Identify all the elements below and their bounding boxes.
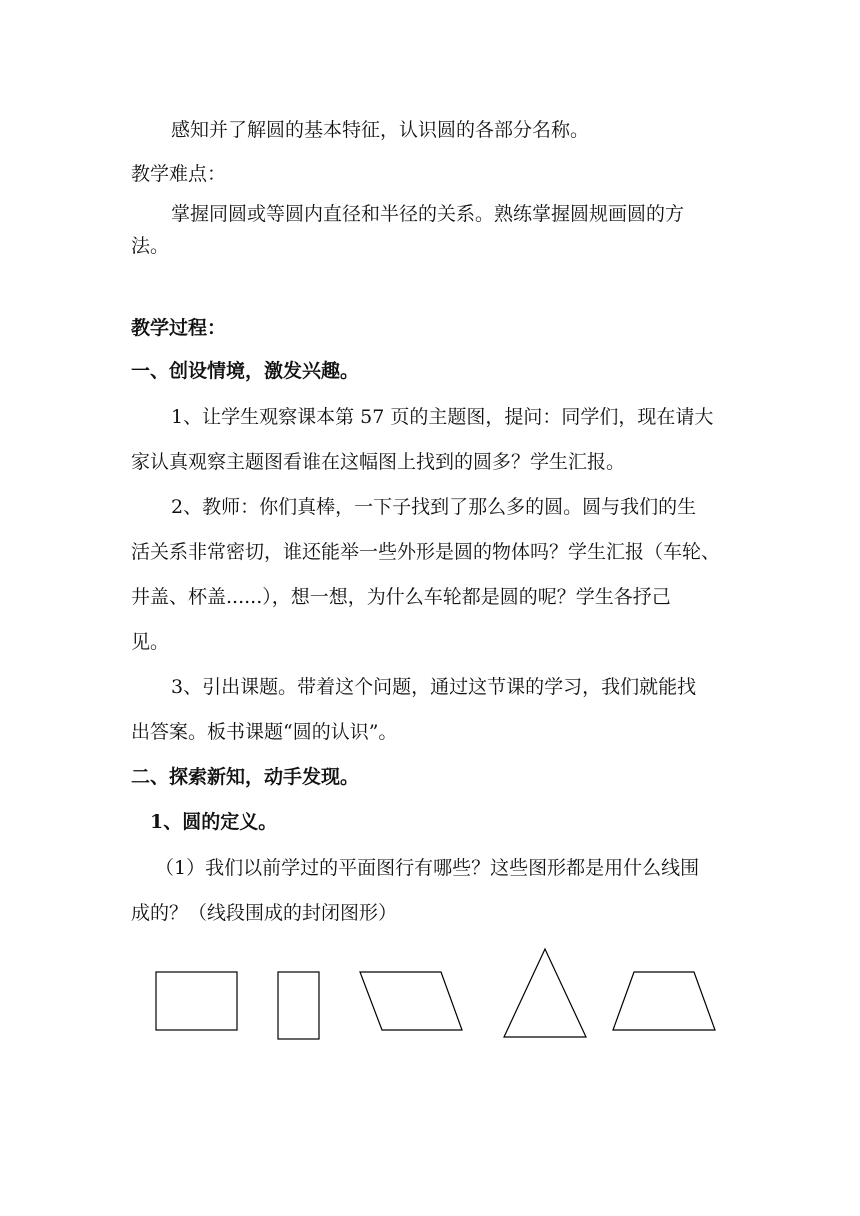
rectangle-shape bbox=[156, 972, 237, 1030]
text-line-7: 1、让学生观察课本第 57 页的主题图，提问：同学们，现在请大 bbox=[171, 406, 714, 428]
text-line-10: 活关系非常密切，谁还能举一些外形是圆的物体吗？学生汇报（车轮、 bbox=[131, 541, 721, 563]
text-line-14: 出答案。板书课题“圆的认识”。 bbox=[131, 721, 398, 743]
triangle-shape bbox=[504, 949, 586, 1037]
text-line-12: 见。 bbox=[131, 631, 170, 653]
text-line-11: 井盖、杯盖......），想一想，为什么车轮都是圆的呢？学生各抒己 bbox=[131, 586, 671, 608]
text-line-13: 3、引出课题。带着这个问题，通过这节课的学习，我们就能找 bbox=[171, 676, 697, 698]
heading-process: 教学过程： bbox=[131, 317, 227, 339]
trapezoid-shape bbox=[613, 972, 715, 1030]
tall-rectangle-shape bbox=[278, 972, 319, 1039]
text-line-18: 成的？（线段围成的封闭图形） bbox=[131, 902, 398, 924]
text-line-9: 2、教师：你们真棒，一下子找到了那么多的圆。圆与我们的生 bbox=[171, 496, 697, 518]
text-line-3: 掌握同圆或等圆内直径和半径的关系。熟练掌握圆规画圆的方 bbox=[171, 203, 685, 225]
parallelogram-shape bbox=[360, 972, 462, 1030]
text-line-17: （1）我们以前学过的平面图行有哪些？这些图形都是用什么线围 bbox=[155, 857, 700, 879]
text-line-1: 感知并了解圆的基本特征，认识圆的各部分名称。 bbox=[171, 119, 590, 141]
shapes-figure bbox=[0, 940, 860, 1050]
text-line-8: 家认真观察主题图看谁在这幅图上找到的圆多？学生汇报。 bbox=[131, 451, 626, 473]
section-heading-2: 二、探索新知，动手发现。 bbox=[131, 766, 360, 788]
text-line-4: 法。 bbox=[131, 235, 170, 257]
heading-difficulty: 教学难点： bbox=[131, 163, 227, 185]
section-heading-1: 一、创设情境，激发兴趣。 bbox=[131, 360, 360, 382]
subsection-heading: 1、圆的定义。 bbox=[150, 811, 278, 833]
